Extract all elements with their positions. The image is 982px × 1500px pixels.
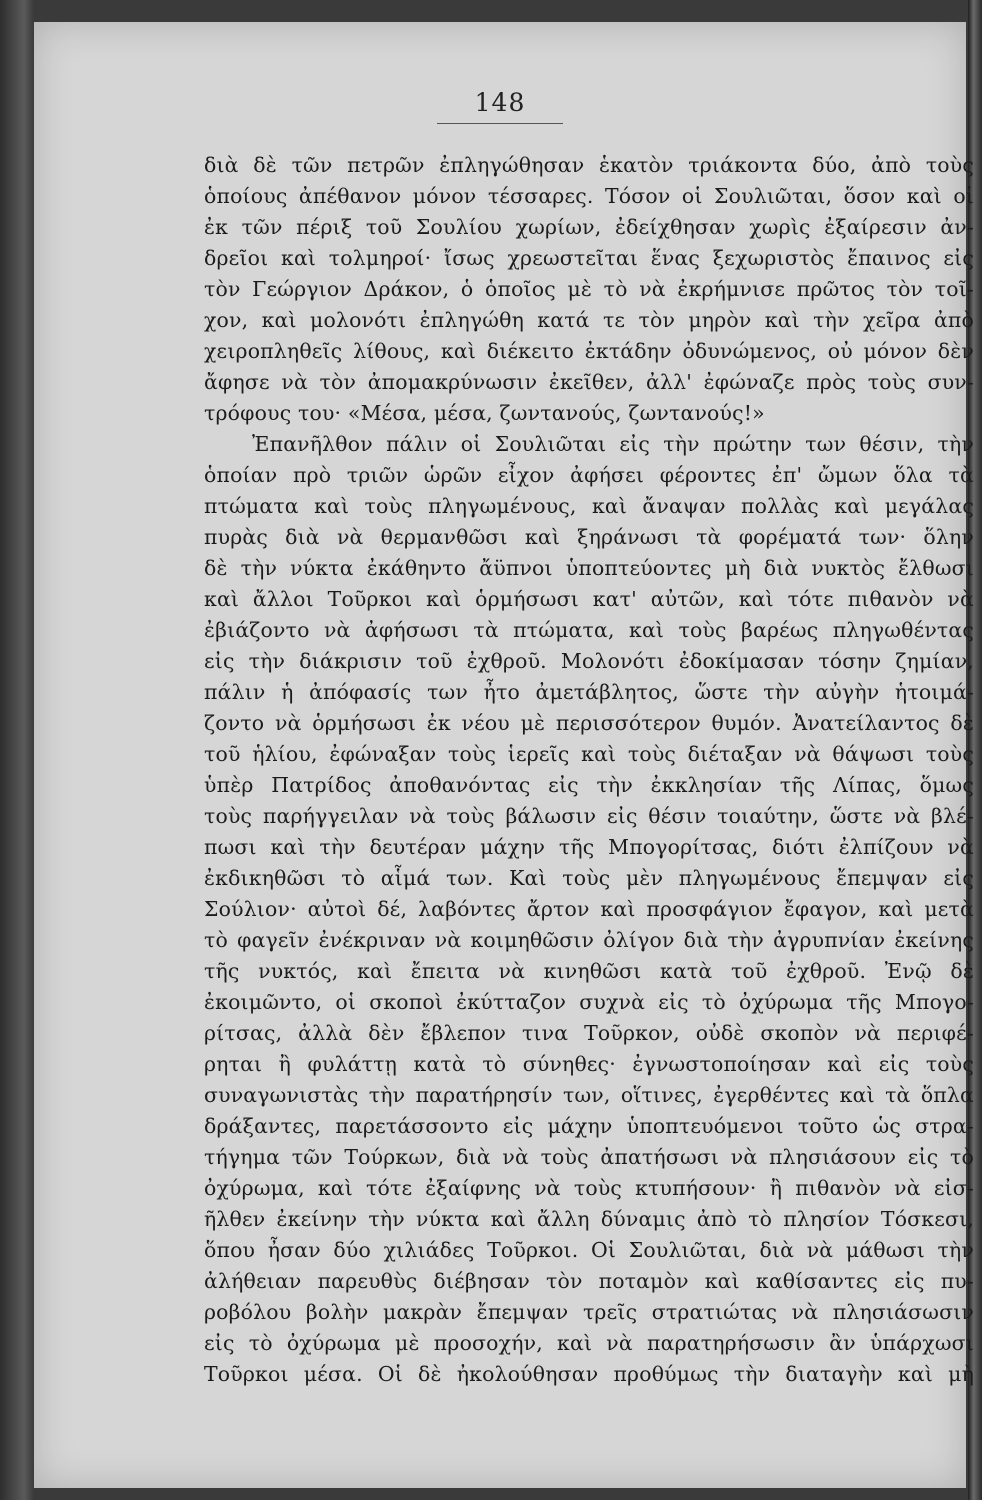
text-line: τὸ φαγεῖν ἐνέκριναν νὰ κοιμηθῶσιν ὀλίγον διὰ τὴν ἀγρυπνίαν ἐκείνης [204,928,974,952]
text-line: ἐκοιμῶντο, οἱ σκοποὶ ἐκύτταζον συχνὰ εἰς τὸ ὀχύρωμα τῆς Μπογο- [204,990,974,1014]
text-line: ἐκ τῶν πέριξ τοῦ Σουλίου χωρίων, ἐδείχθησαν χωρὶς ἐξαίρεσιν ἀν- [204,215,974,239]
text-line: ὁποίαν πρὸ τριῶν ὡρῶν εἶχον ἀφήσει φέροντες ἐπ' ὤμων ὅλα τὰ [204,463,974,487]
text-line: διὰ δὲ τῶν πετρῶν ἐπληγώθησαν ἑκατὸν τριάκοντα δύο, ἀπὸ τοὺς [204,153,974,177]
text-line: ὑπὲρ Πατρίδος ἀποθανόντας εἰς τὴν ἐκκλησίαν τῆς Λίπας, ὅμως [204,773,974,797]
text-line: δρεῖοι καὶ τολμηροί· ἴσως χρεωστεῖται ἕνας ξεχωριστὸς ἔπαινος εἰς [204,246,974,270]
text-line: δράξαντες, παρετάσσοντο εἰς μάχην ὑποπτευόμενοι τοῦτο ὡς στρα- [204,1114,974,1138]
text-line: ὁποίους ἀπέθανον μόνον τέσσαρες. Τόσον οἱ Σουλιῶται, ὅσον καὶ οἱ [204,184,974,208]
text-line: ρίτσας, ἀλλὰ δὲν ἔβλεπον τινα Τοῦρκον, οὐδὲ σκοπὸν νὰ περιφέ- [204,1021,974,1045]
text-line: συναγωνιστὰς τὴν παρατήρησίν των, οἵτινες, ἐγερθέντες καὶ τὰ ὅπλα [204,1083,974,1107]
text-line: τῆς νυκτός, καὶ ἔπειτα νὰ κινηθῶσι κατὰ τοῦ ἐχθροῦ. Ἐνῷ δὲ [204,959,974,983]
text-line: πωσι καὶ τὴν δευτέραν μάχην τῆς Μπογορίτσας, διότι ἐλπίζουν νὰ [204,835,974,859]
text-line: πυρὰς διὰ νὰ θερμανθῶσι καὶ ξηράνωσι τὰ φορέματά των· ὅλην [204,525,974,549]
text-line: δὲ τὴν νύκτα ἐκάθηντο ἄϋπνοι ὑποπτεύοντες μὴ διὰ νυκτὸς ἔλθωσι [204,556,974,580]
text-line: Σούλιον· αὐτοὶ δέ, λαβόντες ἄρτον καὶ προσφάγιον ἔφαγον, καὶ μετὰ [204,897,974,921]
text-line: τοῦ ἡλίου, ἐφώναξαν τοὺς ἱερεῖς καὶ τοὺς διέταξαν νὰ θάψωσι τοὺς [204,742,974,766]
text-line: ἐκδικηθῶσι τὸ αἷμά των. Καὶ τοὺς μὲν πληγωμένους ἔπεμψαν εἰς [204,866,974,890]
page-header [34,88,966,124]
text-line: εἰς τὸ ὀχύρωμα μὲ προσοχήν, καὶ νὰ παρατηρήσωσιν ἂν ὑπάρχωσι [204,1331,974,1355]
text-line: πάλιν ἡ ἀπόφασίς των ἦτο ἀμετάβλητος, ὥστε τὴν αὐγὴν ἡτοιμά- [204,680,974,704]
text-line: τοὺς παρήγγειλαν νὰ τοὺς βάλωσιν εἰς θέσιν τοιαύτην, ὥστε νὰ βλέ- [204,804,974,828]
text-line: ζοντο νὰ ὁρμήσωσι ἐκ νέου μὲ περισσότερον θυμόν. Ἀνατείλαντος δὲ [204,711,974,735]
text-line: ὅπου ἦσαν δύο χιλιάδες Τοῦρκοι. Οἱ Σουλιῶται, διὰ νὰ μάθωσι τὴν [204,1238,974,1262]
text-line: ρηται ἢ φυλάττῃ κατὰ τὸ σύνηθες· ἐγνωστοποίησαν καὶ εἰς τοὺς [204,1052,974,1076]
text-line: ῆλθεν ἐκείνην τὴν νύκτα καὶ ἄλλη δύναμις ἀπὸ τὸ πλησίον Τόσκεσι, [204,1207,974,1231]
text-line: τὸν Γεώργιον Δράκον, ὁ ὁποῖος μὲ τὸ νὰ ἐκρήμνισε πρῶτος τὸν τοῖ- [204,277,974,301]
book-page [34,22,974,1488]
text-line: χειροπληθεῖς λίθους, καὶ διέκειτο ἐκτάδην ὀδυνώμενος, οὐ μόνον δὲν [204,339,974,363]
paragraph-first-line: Ἐπανῆλθον πάλιν οἱ Σουλιῶται εἰς τὴν πρώτην των θέσιν, τὴν [252,432,974,456]
text-line: ἐβιάζοντο νὰ ἀφήσωσι τὰ πτώματα, καὶ τοὺς βαρέως πληγωθέντας [204,618,974,642]
body-text [204,150,974,1390]
text-line: τήγημα τῶν Τούρκων, διὰ νὰ τοὺς ἀπατήσωσι νὰ πλησιάσουν εἰς τὸ [204,1145,974,1169]
text-line: τρόφους του· «Μέσα, μέσα, ζωντανούς, ζωντανούς!» [204,401,765,425]
text-line: εἰς τὴν διάκρισιν τοῦ ἐχθροῦ. Μολονότι ἐδοκίμασαν τόσην ζημίαν, [204,649,974,673]
text-line: ἀλήθειαν παρευθὺς διέβησαν τὸν ποταμὸν καὶ καθίσαντες εἰς πυ- [204,1269,974,1293]
text-line: Τοῦρκοι μέσα. Οἱ δὲ ἠκολούθησαν προθύμως τὴν διαταγὴν καὶ μὴ [204,1362,974,1386]
text-line: ὀχύρωμα, καὶ τότε ἐξαίφνης νὰ τοὺς κτυπήσουν· ἢ πιθανὸν νὰ εἰσ- [204,1176,974,1200]
page-number: 148 [437,88,564,124]
text-line: ροβόλου βολὴν μακρὰν ἔπεμψαν τρεῖς στρατιώτας νὰ πλησιάσωσιν [204,1300,974,1324]
text-line: καὶ ἄλλοι Τοῦρκοι καὶ ὁρμήσωσι κατ' αὐτῶν, καὶ τότε πιθανὸν νὰ [204,587,974,611]
text-line: ἄφησε νὰ τὸν ἀπομακρύνωσιν ἐκεῖθεν, ἀλλ' ἐφώναζε πρὸς τοὺς συν- [204,370,974,394]
text-line: χον, καὶ μολονότι ἐπληγώθη κατά τε τὸν μηρὸν καὶ τὴν χεῖρα ἀπὸ [204,308,974,332]
text-line: πτώματα καὶ τοὺς πληγωμένους, καὶ ἄναψαν πολλὰς καὶ μεγάλας [204,494,974,518]
